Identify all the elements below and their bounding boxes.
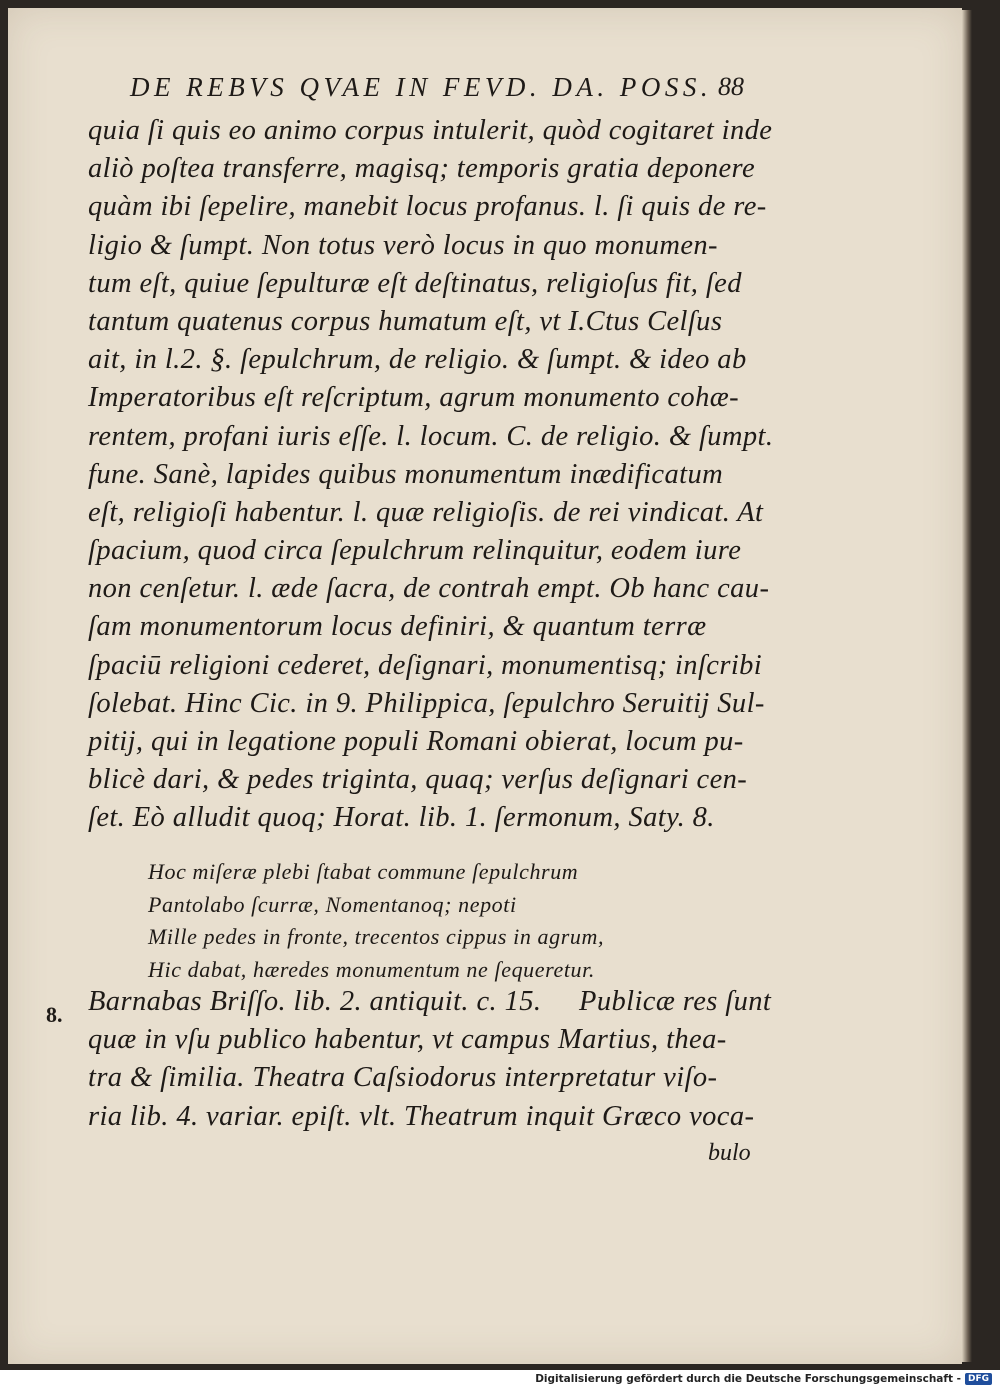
page-edge [962,10,972,1362]
text-line: quia ſi quis eo animo corpus intulerit, quòd cogitaret inde [88,115,773,146]
verse-line: Hic dabat, hæredes monumentum ne ſequeretur. [148,956,595,982]
text-line: aliò poſtea transferre, magisq; temporis gratia deponere [88,153,756,185]
body-text-continued [88,983,788,1136]
text-line: quæ in vſu publico habentur, vt campus Martius, thea- [88,1024,727,1056]
text-line: ſpaciū religioni cederet, deſignari, monumentisq; inſcribi [88,649,763,681]
text-line: tum eſt, quiue ſepulturæ eſt deſtinatus, religioſus fit, ſed [88,267,742,299]
text-line: blicè dari, & pedes triginta, quaq; verſus deſignari cen- [88,764,748,796]
text-line: ſet. Eò alludit quoq; Horat. lib. 1. ſermonum, Saty. 8. [88,802,715,834]
verse-line: Mille pedes in fronte, trecentos cippus in agrum, [148,924,605,949]
dfg-logo-icon: DFG [965,1373,992,1385]
text-line: Barnabas Briſſo. lib. 2. antiquit. c. 15. Publicæ res ſunt [88,986,772,1017]
body-text [88,112,788,838]
text-line: pitij, qui in legatione populi Romani obierat, locum pu- [88,726,744,757]
text-line: fune. Sanè, lapides quibus monumentum inædificatum [88,458,724,490]
footer-text: Digitalisierung gefördert durch die Deutsche Forschungsgemeinschaft - [535,1373,961,1385]
text-line: ait, in l.2. §. ſepulchrum, de religio. & ſumpt. & ideo ab [88,344,747,376]
text-line: ria lib. 4. variar. epiſt. vlt. Theatrum inquit Græco voca- [88,1100,755,1132]
text-line: ligio & ſumpt. Non totus verò locus in quo monumen- [88,229,718,261]
text-line: non cenſetur. l. æde ſacra, de contrah empt. Ob hanc cau- [88,573,770,605]
verse-line: Hoc miſeræ plebi ſtabat commune ſepulchrum [148,859,579,884]
digitization-credit [535,1373,992,1385]
text-line: tra & ſimilia. Theatra Caſsiodorus interpretatur viſo- [88,1062,718,1094]
text-line: ſam monumentorum locus definiri, & quantum terræ [88,611,707,643]
text-line: eſt, religioſi habentur. l. quæ religioſis. de rei vindicat. At [88,496,764,528]
text-line: ſolebat. Hinc Cic. in 9. Philippica, ſepulchro Seruitij Sul- [88,687,765,719]
running-head: DE REBVS QVAE IN FEVD. DA. POSS. [130,72,713,102]
text-line: ſpacium, quod circa ſepulchrum relinquitur, eodem iure [88,535,742,567]
margin-note-number: 8. [46,1002,63,1027]
page-number: 88 [718,72,744,101]
text-line: tantum quatenus corpus humatum eſt, vt I.Ctus Celſus [88,305,723,337]
verse-quotation [148,856,748,986]
text-line: quàm ibi ſepelire, manebit locus profanus. l. ſi quis de re- [88,191,767,223]
catchword: bulo [708,1140,751,1166]
verse-line: Pantolabo ſcurræ, Nomentanoq; nepoti [148,891,517,917]
text-line: Imperatoribus eſt reſcriptum, agrum monumento cohæ- [88,382,740,414]
text-line: rentem, profani iuris eſſe. l. locum. C. de religio. & ſumpt. [88,420,774,452]
